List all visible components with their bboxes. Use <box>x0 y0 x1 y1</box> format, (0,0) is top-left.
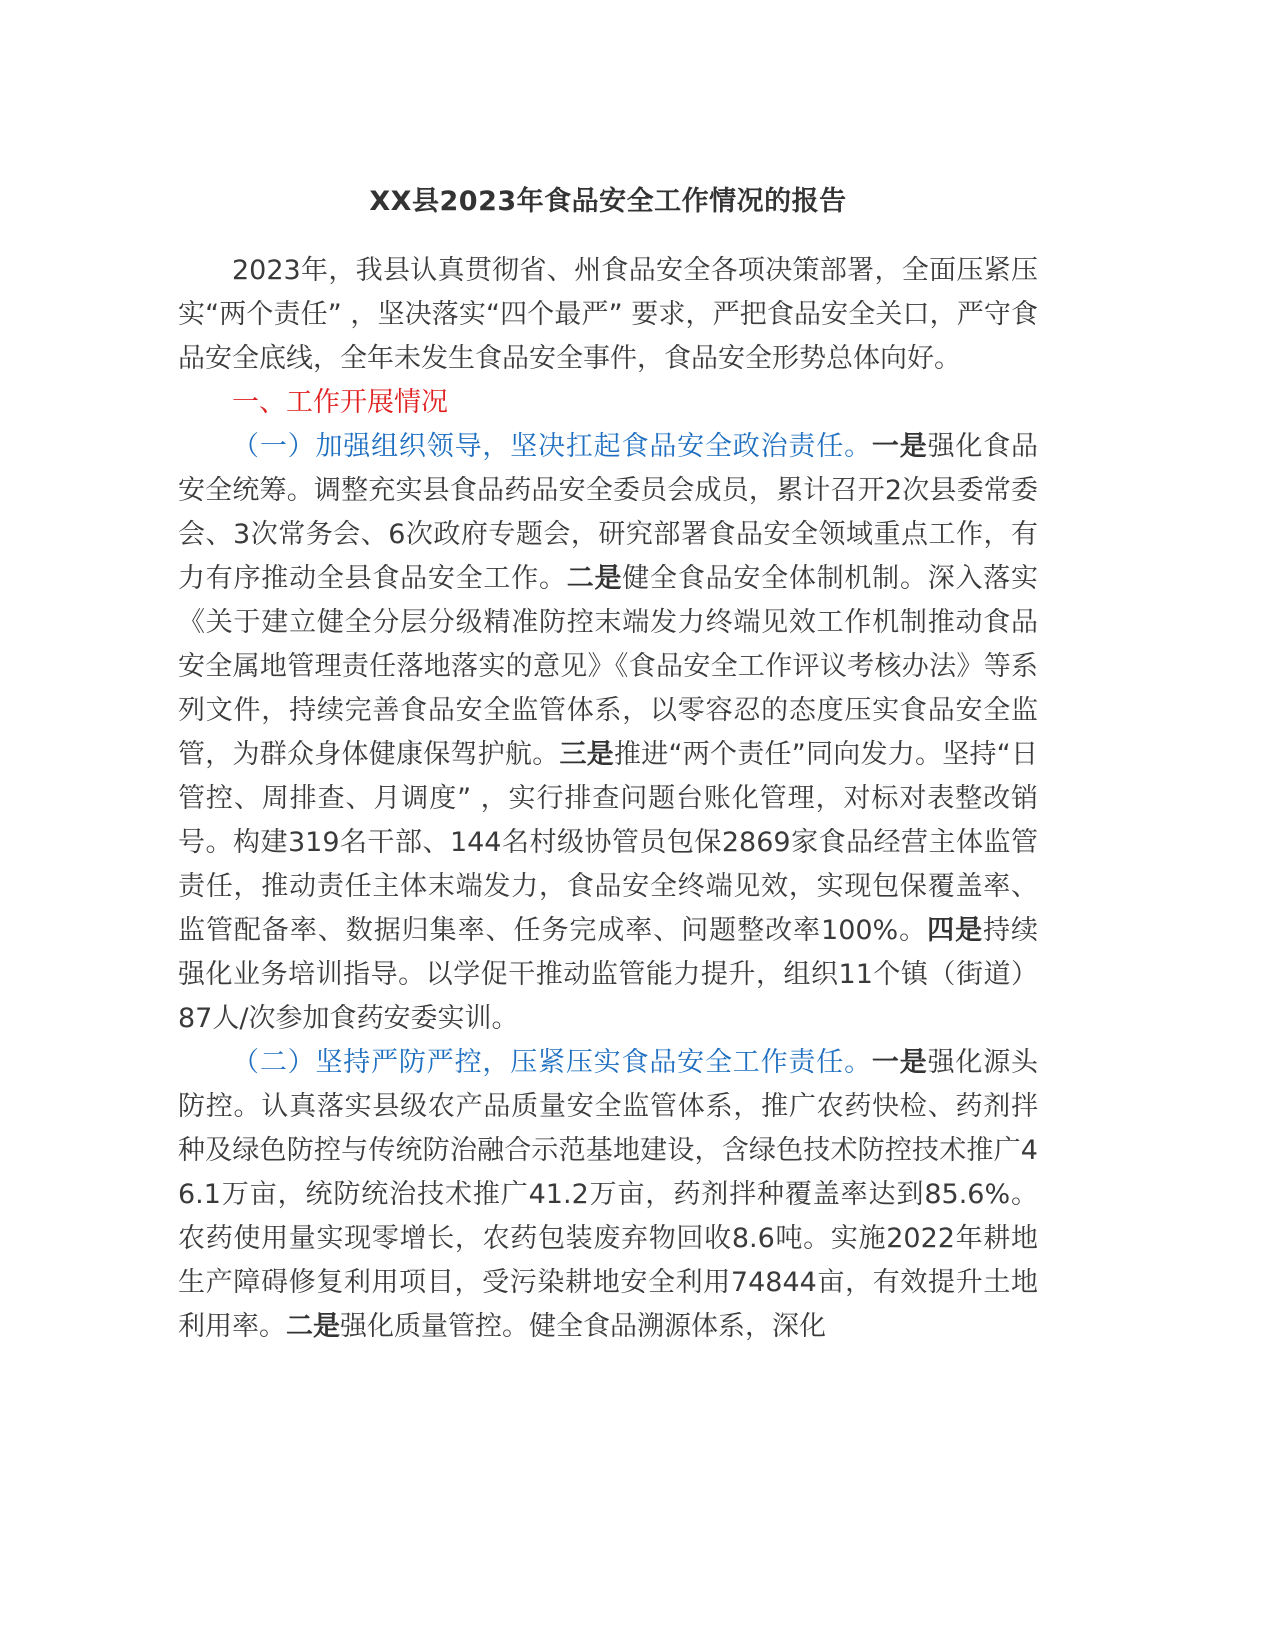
point-text: 强化源头防控。认真落实县级农产品质量安全监管体系，推广农药快检、药剂拌种及绿色防控与传统防治融合示范基地建设，含绿色技术防控技术推广46.1万亩，统防统治技术推广41.2万亩，药剂拌种覆盖率达到85.6%。农药使用量实现零增长，农药包装废弃物回收8.6吨。实施2022年耕地生产障碍修复利用项目，受污染耕地安全利用74844亩，有效提升土地利用率。 <box>178 1047 1039 1342</box>
section-heading-1 <box>178 381 1038 425</box>
subsection-2-heading: （二）坚持严防严控，压紧压实食品安全工作责任。 <box>232 1047 872 1078</box>
point-keyword: 三是 <box>559 739 615 770</box>
point-text: 强化食品安全统筹。调整充实县食品药品安全委员会成员，累计召开2次县委常委会、3次常务会、6次政府专题会，研究部署食品安全领域重点工作，有力有序推动全县食品安全工作。 <box>178 431 1039 594</box>
point-keyword: 一是 <box>871 1047 928 1078</box>
point-text: 强化质量管控。健全食品溯源体系，深化 <box>340 1311 826 1342</box>
document-title: XX县2023年食品安全工作情况的报告 <box>369 186 847 217</box>
document-page <box>178 182 1038 1349</box>
subsection-1-paragraph <box>178 425 1038 1041</box>
point-keyword: 二是 <box>566 563 623 594</box>
point-text: 健全食品安全体制机制。深入落实《关于建立健全分层分级精准防控末端发力终端见效工作机制推动食品安全属地管理责任落地落实的意见》《食品安全工作评议考核办法》等系列文件，持续完善食品安全监管体系，以零容忍的态度压实食品安全监管，为群众身体健康保驾护航。 <box>178 563 1039 770</box>
point-text: 推进“两个责任”同向发力。坚持“日管控、周排查、月调度” ，实行排查问题台账化管理，对标对表整改销号。构建319名干部、144名村级协管员包保2869家食品经营主体监管责任，推动责任主体末端发力，食品安全终端见效，实现包保覆盖率、监管配备率、数据归集率、任务完成率、问题整改率100%。 <box>178 739 1039 946</box>
point-keyword: 一是 <box>871 431 928 462</box>
point-keyword: 四是 <box>927 915 984 946</box>
intro-text: 2023年，我县认真贯彻省、州食品安全各项决策部署，全面压紧压实“两个责任” ，坚决落实“四个最严” 要求，严把食品安全关口，严守食品安全底线，全年未发生食品安全事件，食品安全形势总体向好。 <box>178 255 1038 374</box>
point-keyword: 二是 <box>286 1311 340 1342</box>
subsection-1-heading: （一）加强组织领导，坚决扛起食品安全政治责任。 <box>232 431 872 462</box>
subsection-2-paragraph <box>178 1041 1038 1349</box>
section-heading-text: 一、工作开展情况 <box>232 387 448 418</box>
point-text: 持续强化业务培训指导。以学促干推动监管能力提升，组织11个镇（街道）87人/次参加食药安委实训。 <box>178 915 1039 1034</box>
intro-paragraph <box>178 249 1038 381</box>
